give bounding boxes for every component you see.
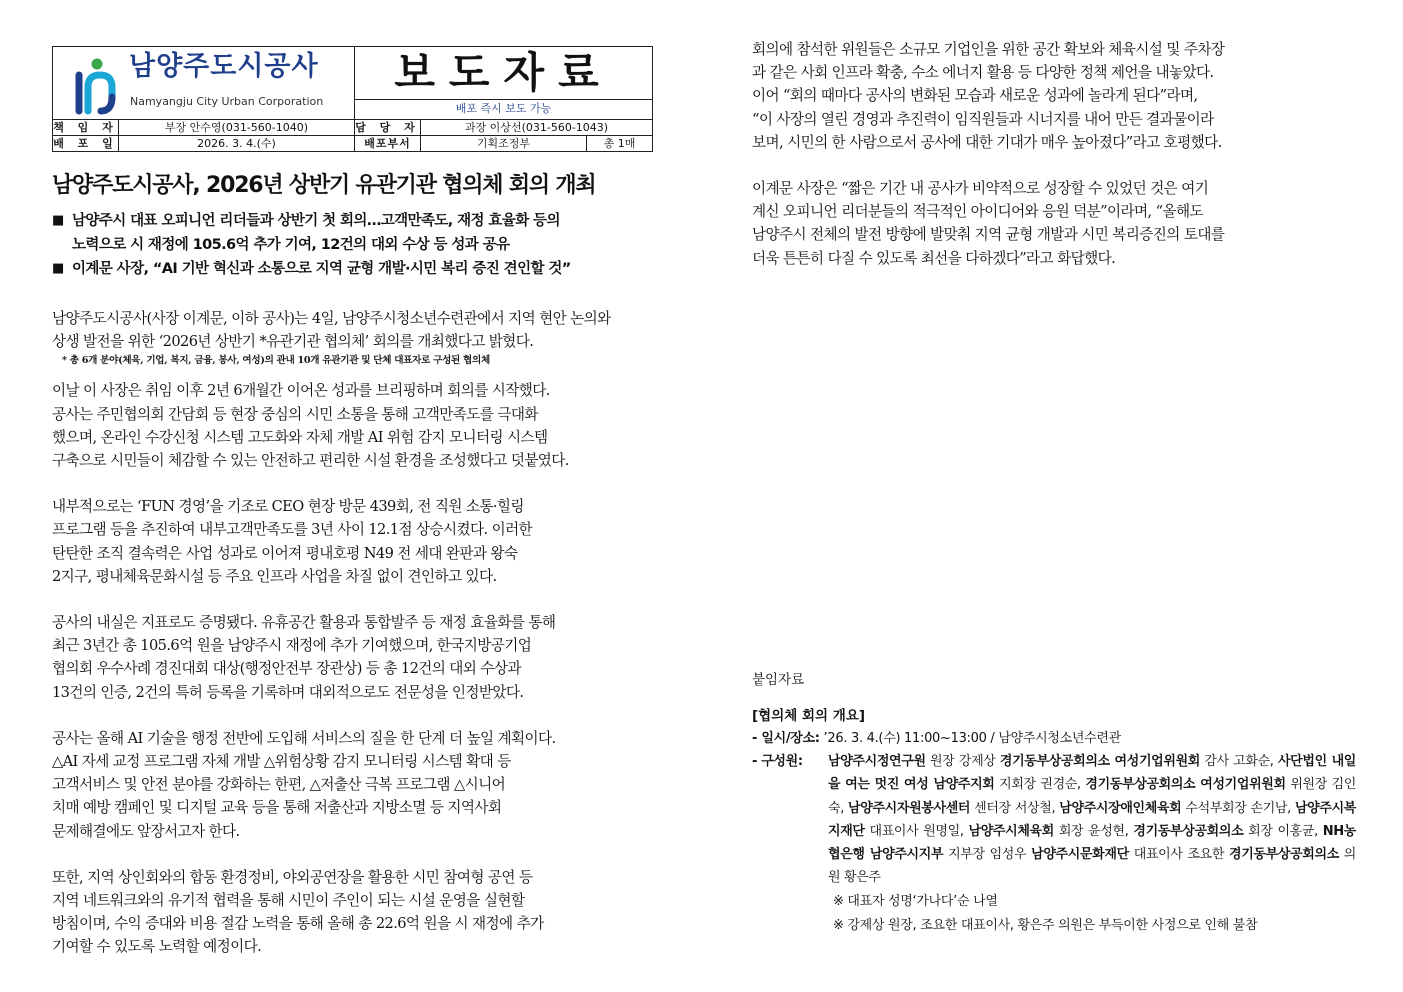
member-org: 남양주시정연구원 <box>828 754 926 769</box>
text-line: △AI 자세 교정 프로그램 자체 개발 △위험상황 감지 모니터링 시스템 확대 등 <box>52 753 511 771</box>
press-header-table <box>52 46 653 152</box>
member-org: 남양주시문화재단 <box>1031 847 1129 863</box>
doc-type-cell <box>355 47 653 120</box>
member-person: 수석부회장 손기남, <box>1181 800 1295 816</box>
member-org: 경기동부상공회의소 여성기업위원회 <box>1085 777 1286 793</box>
responsible-value: 부장 안수영(031-560-1040) <box>119 120 355 136</box>
member-person: 감사 고화순, <box>1199 754 1278 769</box>
member-org: 경기동부상공회의소 <box>1228 847 1339 863</box>
text-line: 계신 오피니언 리더분들의 적극적인 아이디어와 응원 덕분”이라며, “올해도 <box>752 203 1203 221</box>
text-line: 공사의 내실은 지표로도 증명됐다. 유휴공간 활용과 통합발주 등 재정 효율화를 통해 <box>52 614 556 632</box>
attachment-datetime <box>752 727 1121 750</box>
attachment-members <box>752 750 1356 890</box>
text-line: 했으며, 온라인 수강신청 시스템 고도화와 자체 개발 AI 위험 감지 모니터링 시스템 <box>52 428 548 446</box>
member-org: 경기동부상공회의소 여성기업위원회 <box>999 754 1200 769</box>
datetime-label: - 일시/장소: <box>752 731 820 746</box>
doc-type-title: 보도자료 <box>394 48 613 97</box>
release-date-value: 2026. 3. 4.(수) <box>119 136 355 152</box>
contact-label: 담 당 자 <box>355 121 420 134</box>
summary-bullet: ■ 이계문 사장, “AI 기반 혁신과 소통으로 지역 균형 개발·시민 복리 증진 견인할 것” <box>52 257 652 281</box>
text-line: “이 사장의 열린 경영과 추진력이 임직원들과 시너지를 내어 만든 결과물이라 <box>752 110 1214 128</box>
responsible-label: 책 임 자 <box>53 121 118 134</box>
department-value: 기획조정부 <box>421 136 587 152</box>
right-column <box>752 38 1356 270</box>
text-line: 13건의 인증, 2건의 특허 등록을 기록하며 대외적으로도 전문성을 인정받았다. <box>52 683 524 701</box>
intro-paragraph <box>52 307 652 353</box>
member-org: 남양주시체육회 <box>968 823 1054 839</box>
text-line: 이날 이 사장은 취임 이후 2년 6개월간 이어온 성과를 브리핑하며 회의를 시작했다. <box>52 382 550 400</box>
org-name-en: Namyangju City Urban Corporation <box>130 95 324 108</box>
member-person: 의원 황은주 <box>828 847 1356 886</box>
org-logo <box>73 51 343 113</box>
datetime-value: ’26. 3. 4.(수) 11:00~13:00 / 남양주시청소년수련관 <box>823 731 1121 746</box>
member-org: 사단법인 내일을 여는 멋진 여성 남양주지회 <box>828 754 1356 793</box>
text-line: 구축으로 시민들이 체감할 수 있는 안전하고 편리한 시설 환경을 조성했다고 덧붙였다. <box>52 452 569 470</box>
member-org: 남양주시장애인체육회 <box>1059 800 1182 816</box>
headline: 남양주도시공사, 2026년 상반기 유관기관 협의체 회의 개최 <box>52 173 596 198</box>
release-note: 배포 즉시 보도 가능 <box>355 99 652 118</box>
member-person: 지회장 권경순, <box>994 777 1086 793</box>
footnote: * 총 6개 분야(체육, 기업, 복지, 금융, 봉사, 여성)의 관내 10개 유관기관 및 단체 대표자로 구성된 협의체 <box>62 355 490 367</box>
attachment-note: ※ 강제상 원장, 조요한 대표이사, 황은주 의원은 부득이한 사정으로 인해 불참 <box>833 918 1258 933</box>
body-paragraph-5 <box>52 866 652 959</box>
attachment-note: ※ 대표자 성명‘가나다’순 나열 <box>833 894 998 909</box>
member-person: 회장 윤성현, <box>1053 823 1134 839</box>
right-paragraph-1 <box>752 38 1356 154</box>
page-count: 총 1매 <box>587 136 653 152</box>
department-label: 배포부서 <box>355 136 421 152</box>
text-line: 남양주시 전체의 발전 방향에 발맞춰 지역 균형 개발과 시민 복리증진의 토대를 <box>752 226 1225 244</box>
right-paragraph-2 <box>752 177 1356 270</box>
body-paragraph-4 <box>52 727 652 843</box>
text-line: 보며, 시민의 한 사람으로서 공사에 대한 기대가 매우 높아졌다”라고 호평했다. <box>752 133 1222 151</box>
member-person: 대표이사 원명일, <box>864 823 969 839</box>
text-line: 과 같은 사회 인프라 확충, 수소 에너지 활용 등 다양한 정책 제언을 내놓았다. <box>752 64 1214 82</box>
summary-bullet: ■ 남양주시 대표 오피니언 리더들과 상반기 첫 회의…고객만족도, 재정 효율화 등의 <box>52 209 652 233</box>
text-line: 더욱 튼튼히 다질 수 있도록 최선을 다하겠다”라고 화답했다. <box>752 249 1116 267</box>
text-line: 최근 3년간 총 105.6억 원을 남양주시 재정에 추가 기여했으며, 한국지방공기업 <box>52 637 532 655</box>
member-person: 센터장 서상철, <box>970 800 1060 816</box>
text-line: 방침이며, 수익 증대와 비용 절감 노력을 통해 올해 총 22.6억 원을 시 재정에 추가 <box>52 915 544 933</box>
member-person: 대표이사 조요한 <box>1128 847 1229 863</box>
text-line: 지역 네트워크와의 유기적 협력을 통해 시민이 주인이 되는 시설 운영을 실현할 <box>52 892 525 910</box>
member-person: 원장 강제상 <box>925 754 1000 769</box>
text-line: 기여할 수 있도록 노력할 예정이다. <box>52 938 262 956</box>
body-paragraph-2 <box>52 495 652 588</box>
text-line: 내부적으로는 ‘FUN 경영’을 기조로 CEO 현장 방문 439회, 전 직원 소통·힐링 <box>52 498 524 516</box>
text-line: 공사는 올해 AI 기술을 행정 전반에 도입해 서비스의 질을 한 단계 더 높일 계획이다. <box>52 729 556 747</box>
body-paragraph-3 <box>52 611 652 704</box>
member-person: 지부장 임성우 <box>943 847 1032 863</box>
member-person: 위원장 김인숙, <box>828 777 1356 816</box>
release-date-label: 배 포 일 <box>53 137 118 150</box>
text-line: 고객서비스 및 안전 분야를 강화하는 한편, △저출산 극복 프로그램 △시니어 <box>52 776 506 794</box>
text-line: 치매 예방 캠페인 및 디지털 교육 등을 통해 저출산과 지방소멸 등 지역사회 <box>52 799 502 817</box>
text-line: 공사는 주민협의회 간담회 등 현장 중심의 시민 소통을 통해 고객만족도를 극대화 <box>52 405 538 423</box>
left-column <box>52 46 652 959</box>
attachment-label: 붙임자료 <box>752 672 805 688</box>
contact-value: 과장 이상선(031-560-1043) <box>421 120 653 136</box>
member-person: 회장 이홍균, <box>1243 823 1323 839</box>
text-line: 탄탄한 조직 결속력은 사업 성과로 이어져 평내호평 N49 전 세대 완판과 왕숙 <box>52 544 518 562</box>
text-line: 이계문 사장은 “짧은 기간 내 공사가 비약적으로 성장할 수 있었던 것은 여기 <box>752 180 1209 198</box>
member-org: NH농협은행 남양주시지부 <box>828 823 1357 863</box>
member-org: 경기동부상공회의소 <box>1133 823 1244 839</box>
text-line: 또한, 지역 상인회와의 합동 환경정비, 야외공연장을 활용한 시민 참여형 공연 등 <box>52 868 533 886</box>
text-line: 회의에 참석한 위원들은 소규모 기업인을 위한 공간 확보와 체육시설 및 주차장 <box>752 41 1225 58</box>
members-label: - 구성원: <box>752 754 803 769</box>
members-list <box>828 750 1356 890</box>
org-logo-icon <box>73 57 121 115</box>
body-paragraph-1 <box>52 379 652 472</box>
summary-bullet-continuation: 노력으로 시 재정에 105.6억 추가 기여, 12건의 대외 수상 등 성과 공유 <box>72 237 510 253</box>
text-line: 상생 발전을 위한 ‘2026년 상반기 *유관기관 협의체’ 회의를 개최했다고 밝혔다. <box>52 333 534 351</box>
text-line: 협의회 우수사례 경진대회 대상(행정안전부 장관상) 등 총 12건의 대외 수상과 <box>52 660 521 678</box>
attachment-section-title: [협의체 회의 개요] <box>752 708 866 724</box>
text-line: 프로그램 등을 추진하여 내부고객만족도를 3년 사이 12.1점 상승시켰다. 이러한 <box>52 521 533 539</box>
text-line: 2지구, 평내체육문화시설 등 주요 인프라 사업을 차질 없이 견인하고 있다. <box>52 567 497 585</box>
org-name-ko: 남양주도시공사 <box>129 51 319 82</box>
text-line: 문제해결에도 앞장서고자 한다. <box>52 822 240 840</box>
summary-bullets <box>52 209 652 281</box>
text-line: 남양주도시공사(사장 이계문, 이하 공사)는 4일, 남양주시청소년수련관에서 지역 현안 논의와 <box>52 310 611 327</box>
member-org: 남양주시복지재단 <box>828 800 1356 839</box>
text-line: 이어 “회의 때마다 공사의 변화된 모습과 새로운 성과에 놀라게 된다”라며, <box>752 87 1198 105</box>
logo-cell <box>53 47 355 120</box>
member-org: 남양주시자원봉사센터 <box>848 800 971 816</box>
